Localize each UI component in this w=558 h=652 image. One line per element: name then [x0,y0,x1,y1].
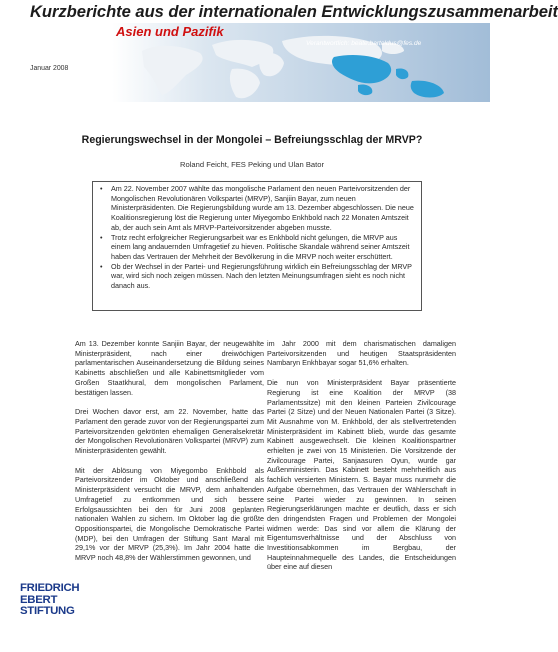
body-paragraph: im Jahr 2000 mit dem charismatischen damaligen Parteivorsitzenden und heutigen Staatspräsidenten Nambaryn Enkhbayar sogar 51,6% erhalten. [267,339,456,368]
responsible-contact: Verantwortlich: beate.bartoldus@fes.de [306,40,422,47]
summary-box [92,181,422,311]
body-column-left [75,339,264,573]
logo-line: STIFTUNG [20,605,75,617]
body-paragraph: Mit der Ablösung von Miyegombo Enkhbold als Parteivorsitzender im Oktober und anschließend als Ministerpräsident versucht die MRVP, dem anhaltenden Umfragetief zu entkommen und sich bessere Erfolgsaussichten bei den für Juni 2008 geplanten nationalen Wahlen zu sichern. Im Oktober lag die größte Oppositionspartei, die Mongolische Demokratische Partei (MDP), bei den Umfragen der Stiftung Sant Maral mit 29,1% vor der MRVP (25,3%). Im Jahr 2004 hatte die MRVP noch 48,8% der Wählerstimmen gewonnen, und [75,465,264,563]
body-paragraph: Drei Wochen davor erst, am 22. November, hatte das Parlament den gerade zuvor von der Regierungspartei zum Parteivorsitzenden gekrönten ehemaligen Generalsekretär der Mongolischen Revolutionären Volkspartei (MRVP) zum Ministerpräsidenten gewählt. [75,407,264,456]
bullet-icon: • [100,261,103,271]
article-title: Regierungswechsel in der Mongolei – Befreiungsschlag der MRVP? [81,134,423,146]
body-paragraph: Die nun von Ministerpräsident Bayar präsentierte Regierung ist eine Koalition der MRVP (38 Parlamentssitze) mit den kleinen Parteien Zivilcourage Partei (2 Sitze) und der Neuen Nationalen Partei (3 Sitze). Mit Ausnahme von M. Enkhbold, der als stellvertretenden Ministerpräsident im Kabinett blieb, wurde das gesamte Kabinett ausgewechselt. Die kleinen Koalitionspartner erhielten je zwei von 15 Ministerien. Die Vorsitzende der Zivilcourage Partei, Sanjaasuren Oyun, wurde gar Außenministerin. Das Kabinett besteht mehrheitlich aus fachlich versierten Ministern. S. Bayar muss nunmehr die Aufgabe übernehmen, das Vertrauen der Wählerschaft in seine Partei wieder zu gewinnen. In seinen Regierungserklärungen machte er deutlich, dass er sich den dringendsten Fragen und Problemen der Mongolei widmen werde: Das sind vor allem die Klärung der Eigentumsverhältnisse und der Abschluss von Investitionsabkommen im Bergbau, der Haupteinnahmequelle des Landes, die Entscheidungen über eine auf diesen [267,378,456,572]
series-title: Kurzberichte aus der internationalen Entwicklungszusammenarbeit [30,2,558,21]
summary-item [100,184,415,233]
bullet-icon: • [100,232,103,242]
bullet-icon: • [100,184,103,193]
summary-text: Ob der Wechsel in der Partei- und Regierungsführung wirklich ein Befreiungsschlag der MRVP war, wird sich noch zeigen müssen. Nach den letzten Meinungsumfragen sieht es noch nicht danach aus. [111,261,412,291]
summary-list [99,184,415,291]
logo-line: EBERT [20,593,58,606]
summary-text: Trotz recht erfolgreicher Regierungsarbeit war es Enkhbold nicht gelungen, die MRVP aus einem lang andauernden Umfragetief zu hieven. Politische Skandale während seiner Amtszeit haben das Vertrauen der Mehrheit der Bevölkerung in die MRVP noch weiter erschüttert. [111,232,410,261]
summary-item [100,261,415,291]
body-paragraph: Am 13. Dezember konnte Sanjiin Bayar, der neugewählte Ministerpräsident, nach einer dreiwöchigen parlamentarischen Auseinandersetzung die Bildung seines Kabinetts abschließen und alle Kabinettsmitglieder vom Großen Staatkhural, dem mongolischen Parlament, bestätigen lassen. [75,339,264,397]
body-column-right [267,339,456,582]
summary-item [100,232,415,262]
publication-date: Januar 2008 [30,65,69,72]
summary-text: Am 22. November 2007 wählte das mongolische Parlament den neuen Parteivorsitzenden der Mongolischen Revolutionären Volkspartei (MRVP), Sanjiin Bayar, zum neuen Ministerpräsidenten. Die Regierungsbildung wurde am 13. Dezember abgeschlossen. Die neue Koalitionsregierung löst die Regierung unter Miyegombo Enkhbold nach 22 Monaten Amtszeit ab, der auch sein Amt als MRVP-Parteivorsitzender abgeben musste. [111,184,414,232]
fes-logo [20,583,120,618]
region-title: Asien und Pazifik [116,24,224,39]
article-authors: Roland Feicht, FES Peking und Ulan Bator [180,160,324,169]
logo-line: FRIEDRICH [20,582,80,594]
